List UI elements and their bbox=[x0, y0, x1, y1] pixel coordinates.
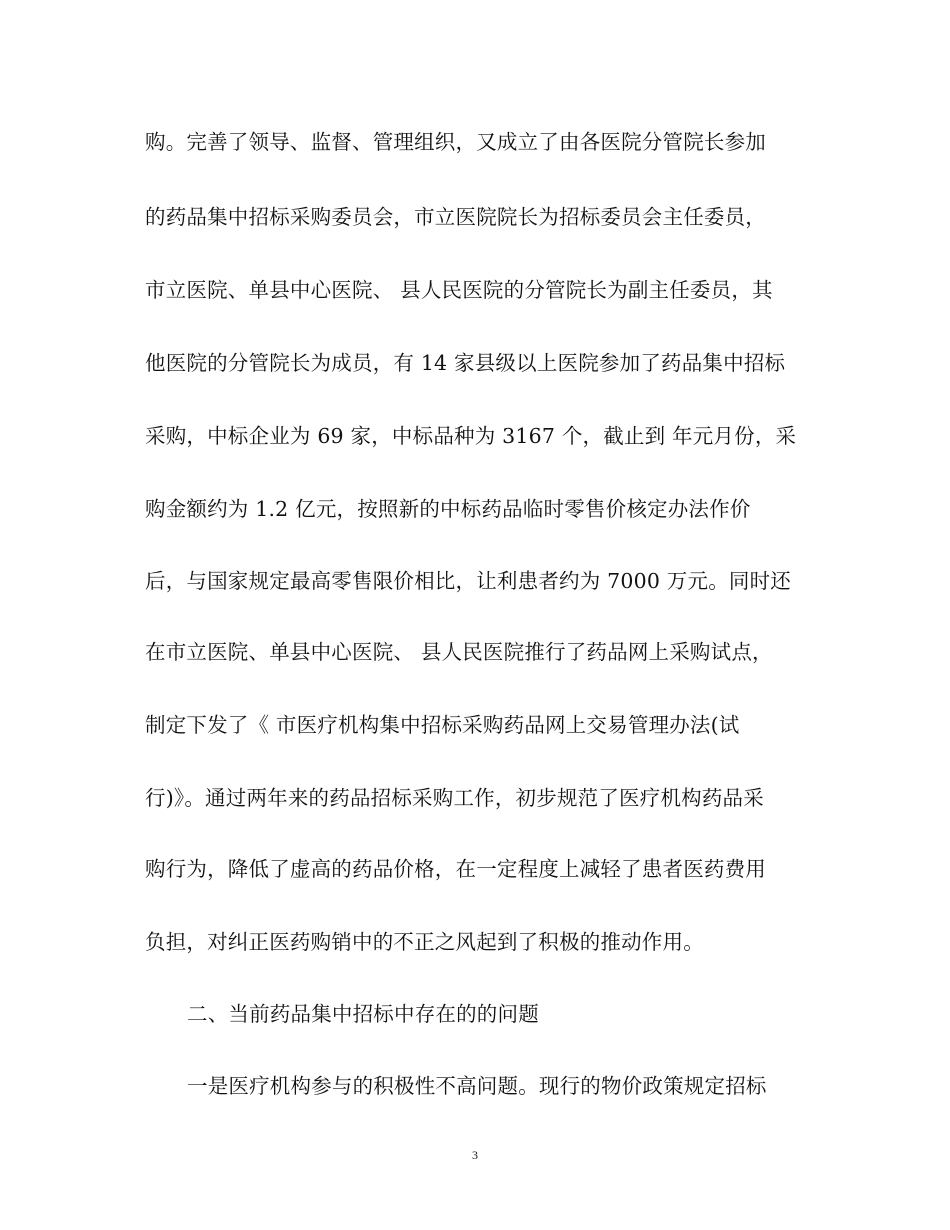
paragraph-first-line: 一是医疗机构参与的积极性不高问题。现行的物价政策规定招标 bbox=[187, 1074, 767, 1098]
body-text-line: 购行为，降低了虚高的药品价格，在一定程度上减轻了患者医药费用 bbox=[145, 857, 766, 881]
body-text-line: 行)》。通过两年来的药品招标采购工作，初步规范了医疗机构药品采 bbox=[145, 786, 764, 810]
body-text-line: 制定下发了《 市医疗机构集中招标采购药品网上交易管理办法(试 bbox=[145, 713, 740, 737]
body-text-line: 的药品集中招标采购委员会，市立医院院长为招标委员会主任委员， bbox=[145, 205, 766, 229]
body-text-line: 负担，对纠正医药购销中的不正之风起到了积极的推动作用。 bbox=[145, 930, 704, 954]
body-text-line: 购金额约为 1.2 亿元，按照新的中标药品临时零售价核定办法作价 bbox=[145, 497, 751, 521]
section-heading: 二、当前药品集中招标中存在的的问题 bbox=[187, 1002, 539, 1026]
body-text-line: 后，与国家规定最高零售限价相比，让利患者约为 7000 万元。同时还 bbox=[145, 569, 792, 593]
body-text-line: 购。完善了领导、监督、管理组织，又成立了由各医院分管院长参加 bbox=[145, 130, 766, 154]
body-text-line: 他医院的分管院长为成员，有 14 家县级以上医院参加了药品集中招标 bbox=[145, 351, 786, 375]
page-number: 3 bbox=[472, 1148, 478, 1162]
body-text-line: 采购，中标企业为 69 家，中标品种为 3167 个，截止到 年元月份，采 bbox=[145, 424, 797, 448]
body-text-line: 市立医院、单县中心医院、 县人民医院的分管院长为副主任委员，其 bbox=[145, 278, 773, 302]
body-text-line: 在市立医院、单县中心医院、 县人民医院推行了药品网上采购试点， bbox=[145, 640, 773, 664]
